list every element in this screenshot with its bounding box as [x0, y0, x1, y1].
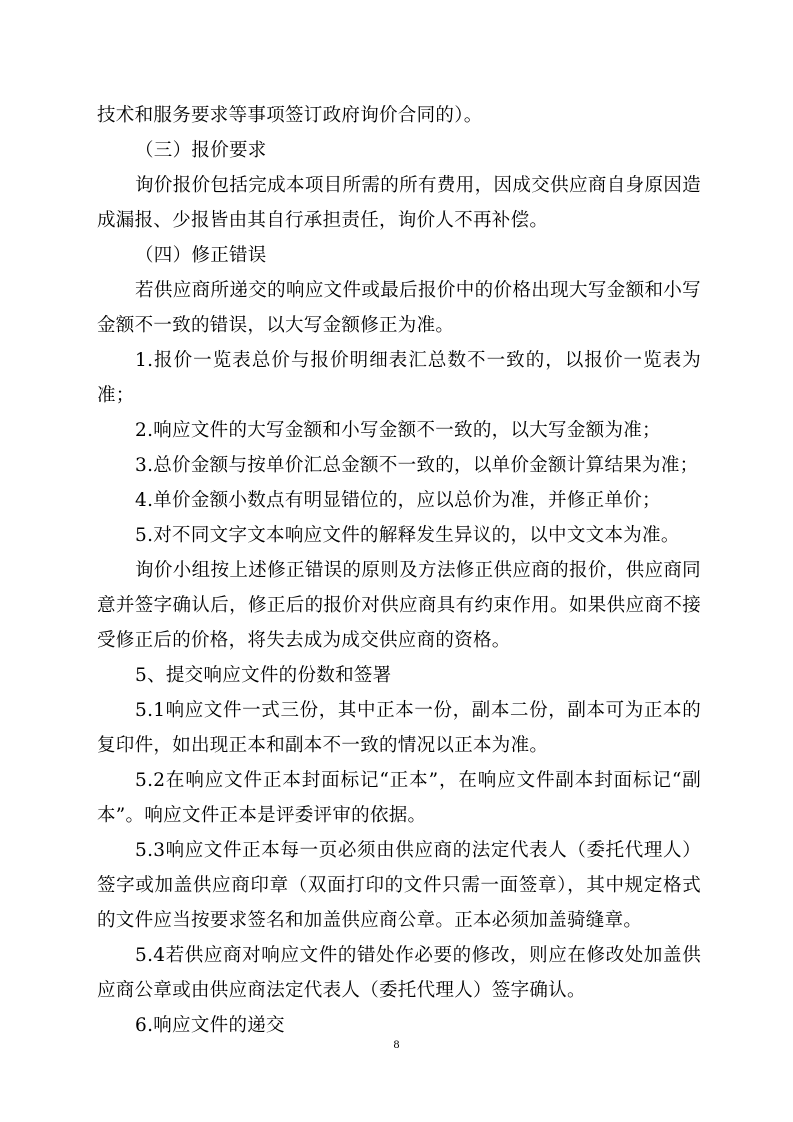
list-item: 4.单价金额小数点有明显错位的，应以总价为准，并修正单价；: [135, 490, 661, 511]
list-item: 1.报价一览表总价与报价明细表汇总数不一致的，以报价一览表为准；: [97, 350, 701, 406]
list-item: 5.对不同文字文本响应文件的解释发生异议的，以中文文本为准。: [135, 525, 680, 546]
paragraph: 询价小组按上述修正错误的原则及方法修正供应商的报价，供应商同意并签字确认后，修正后的报价对供应商具有约束作用。如果供应商不接受修正后的价格，将失去成为成交供应商的资格。: [97, 560, 701, 651]
paragraph: 若供应商所递交的响应文件或最后报价中的价格出现大写金额和小写金额不一致的错误，以大写金额修正为准。: [97, 280, 701, 336]
clause: 5.2在响应文件正本封面标记“正本”，在响应文件副本封面标记“副本”。响应文件正本是评委评审的依据。: [97, 770, 701, 826]
section-heading-copies-and-signing: 5、提交响应文件的份数和签署: [135, 665, 392, 686]
page-number: 8: [393, 1037, 400, 1051]
section-heading-error-correction: （四）修正错误: [135, 245, 267, 266]
list-item: 3.总价金额与按单价汇总金额不一致的，以单价金额计算结果为准；: [135, 455, 699, 476]
clause: 5.3响应文件正本每一页必须由供应商的法定代表人（委托代理人）签字或加盖供应商印章（双面打印的文件只需一面签章），其中规定格式的文件应当按要求签名和加盖供应商公章。正本必须加盖骑缝章。: [97, 840, 701, 931]
clause: 5.4若供应商对响应文件的错处作必要的修改，则应在修改处加盖供应商公章或由供应商法定代表人（委托代理人）签字确认。: [97, 945, 701, 1001]
list-item: 2.响应文件的大写金额和小写金额不一致的，以大写金额为准；: [135, 420, 661, 441]
paragraph: 询价报价包括完成本项目所需的所有费用，因成交供应商自身原因造成漏报、少报皆由其自行承担责任，询价人不再补偿。: [97, 175, 701, 231]
section-heading-quotation-requirements: （三）报价要求: [135, 140, 267, 161]
document-body: [97, 98, 701, 1043]
paragraph: 技术和服务要求等事项签订政府询价合同的）。: [97, 105, 483, 126]
clause: 5.1响应文件一式三份，其中正本一份，副本二份，副本可为正本的复印件，如出现正本和副本不一致的情况以正本为准。: [97, 700, 701, 756]
section-heading-submission: 6.响应文件的递交: [135, 1015, 285, 1036]
